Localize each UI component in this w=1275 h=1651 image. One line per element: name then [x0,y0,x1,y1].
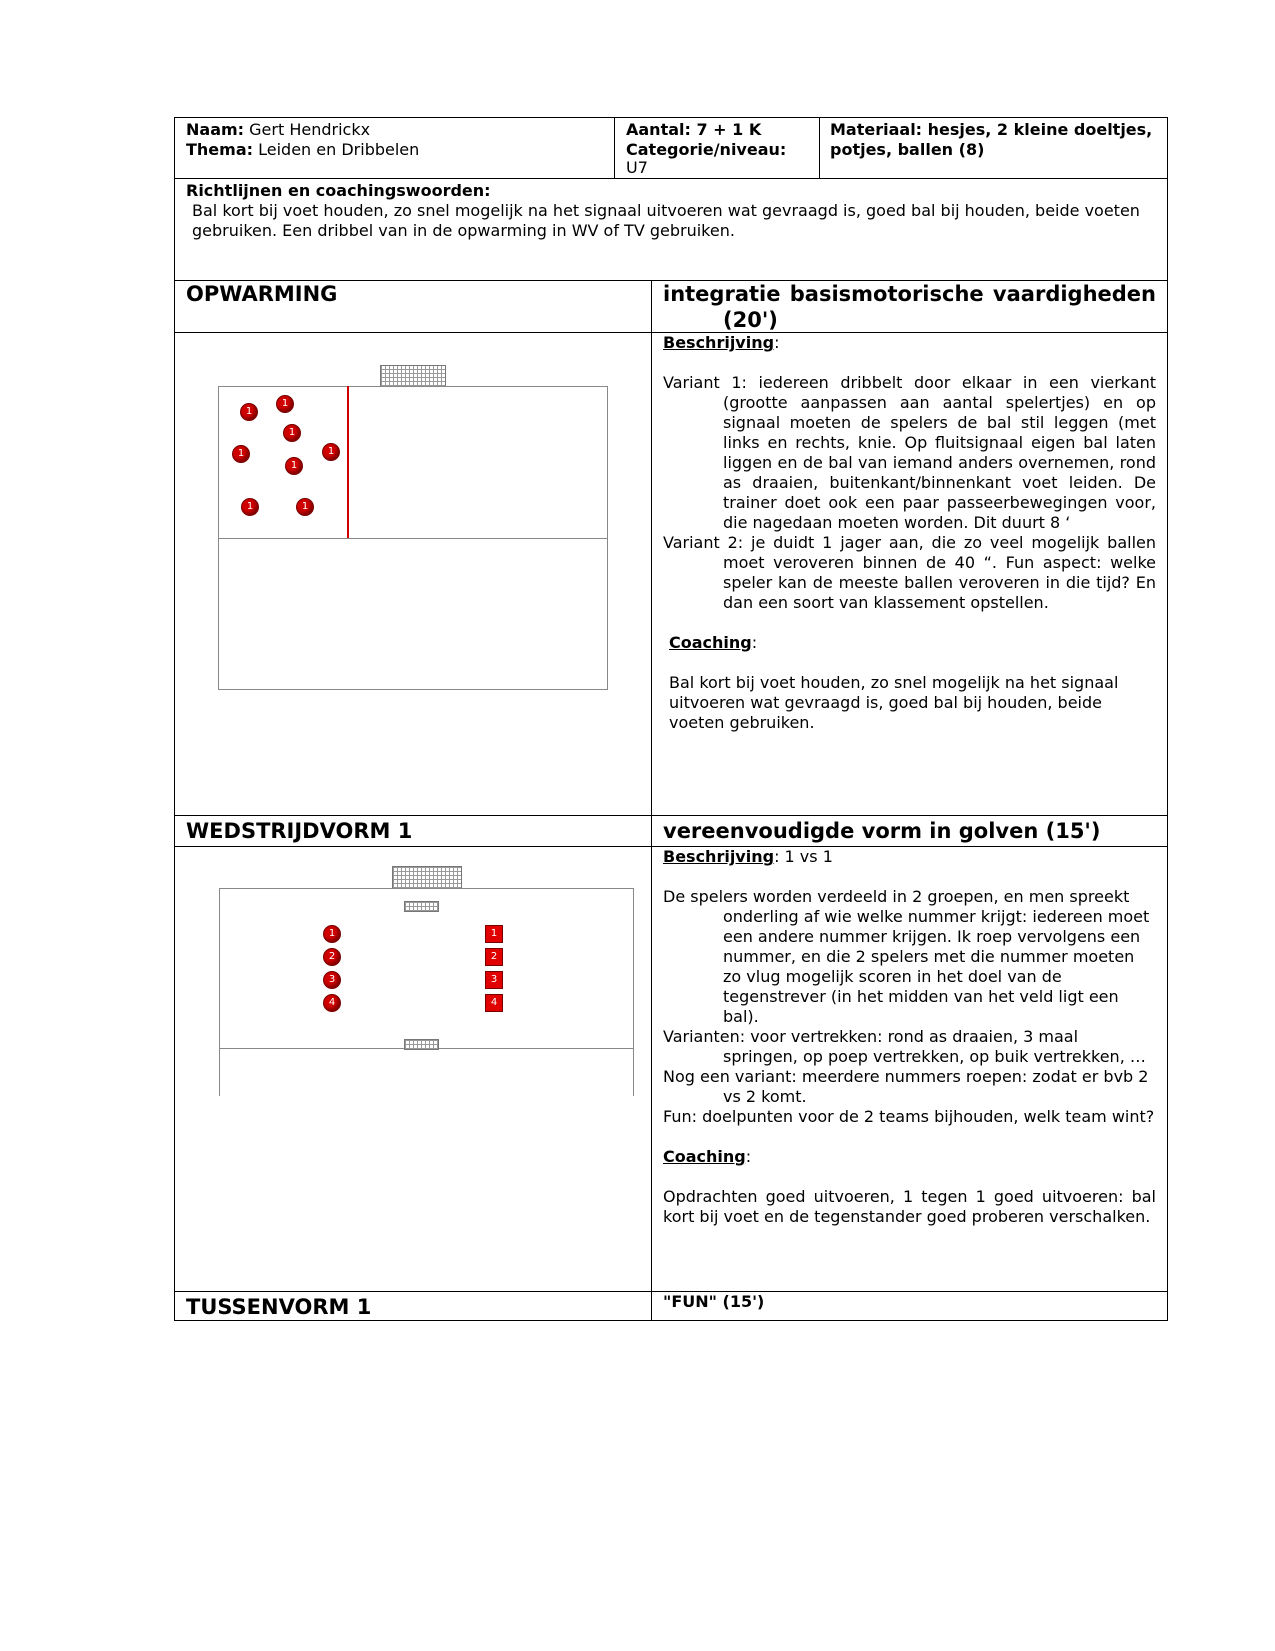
player-marker: 1 [241,498,259,516]
info-cell-aantal [614,117,820,179]
info-cell-naam [174,117,615,179]
opwarming-subtitle-cell [651,280,1168,333]
opwarming-text-cell [651,332,1168,816]
thema-value: Leiden en Dribbelen [258,140,420,159]
team-b-player: 1 [485,925,503,943]
team-a-player: 2 [323,948,341,966]
wedstrijdvorm-title: WEDSTRIJDVORM 1 [186,819,413,843]
player-marker: 1 [283,424,301,442]
materiaal-text: Materiaal: hesjes, 2 kleine doeltjes, potjes, ballen (8) [830,120,1153,159]
opwarming-variant1: Variant 1: iedereen dribbelt door elkaar in een vierkant (grootte aanpassen aan aantal spelertjes) en op signaal moeten de spelers de bal stil leggen (met links en rechts, knie. Op fluitsignaal eigen bal laten liggen en de bal van iemand anders overnemen, rond as draaien, buitenkant/binnenkant voet leiden. De trainer doet ook een paar passeerbewegingen voor, die nagedaan moeten worden. Dit duurt 8 ‘ [663,373,1156,532]
wedstrijdvorm-text-cell [651,846,1168,1292]
team-a-player: 1 [323,925,341,943]
player-marker: 1 [232,445,250,463]
aantal-text: Aantal: 7 + 1 K [626,120,762,139]
tussenvorm-subtitle-cell [651,1291,1168,1321]
wedstrijdvorm-subtitle-cell [651,815,1168,847]
opwarming-zone-divider [347,386,349,538]
wedstrijdvorm-beschrijving-label: Beschrijving [663,847,775,866]
richtlijnen-cell [174,178,1168,281]
wedstrijdvorm-p4: Fun: doelpunten voor de 2 teams bijhouden, welk team wint? [663,1107,1155,1126]
team-a-player: 3 [323,971,341,989]
opwarming-title-cell [174,280,652,333]
player-marker: 1 [240,403,258,421]
wedstrijdvorm-beschrijving-suffix: : 1 vs 1 [774,847,833,866]
player-marker: 1 [322,443,340,461]
info-cell-materiaal [819,117,1168,179]
wedstrijdvorm-field [219,888,634,1096]
opwarming-subtitle: integratie basismotorische vaardigheden (20') [663,282,1156,332]
wedstrijdvorm-coaching-label: Coaching [663,1147,746,1166]
opwarming-field-midline [218,538,608,539]
team-b-player: 3 [485,971,503,989]
small-goal-icon [404,1039,439,1050]
opwarming-coaching-label: Coaching [669,633,752,652]
categorie-value: U7 [626,158,648,177]
player-marker: 1 [296,498,314,516]
wedstrijdvorm-subtitle: vereenvoudigde vorm in golven (15') [663,819,1101,843]
opwarming-title: OPWARMING [186,282,338,306]
opwarming-variant2: Variant 2: je duidt 1 jager aan, die zo veel mogelijk ballen moet veroveren binnen de 40 “. Fun aspect: welke speler kan de meeste ballen veroveren in die tijd? En dan een soort van klassement opstellen. [663,533,1156,612]
wedstrijdvorm-p1: De spelers worden verdeeld in 2 groepen, en men spreekt onderling af wie welke nummer krijgt: iedereen moet een andere nummer krijgen. Ik roep vervolgens een nummer, en die 2 spelers met die nummer moeten zo vlug mogelijk scoren in het doel van de tegenstrever (in het midden van het veld ligt een bal). [663,887,1150,1026]
wedstrijdvorm-coaching-suffix: : [745,1147,752,1166]
wedstrijdvorm-p3: Nog een variant: meerdere nummers roepen: zodat er bvb 2 vs 2 komt. [663,1067,1149,1106]
tussenvorm-title: TUSSENVORM 1 [186,1295,372,1319]
richtlijnen-label: Richtlijnen en coachingswoorden: [186,181,491,200]
player-marker: 1 [285,457,303,475]
opwarming-beschrijving-label: Beschrijving [663,333,775,352]
wedstrijdvorm-title-cell [174,815,652,847]
tussenvorm-title-cell [174,1291,652,1321]
richtlijnen-text: Bal kort bij voet houden, zo snel mogelijk na het signaal uitvoeren wat gevraagd is, goed bal bij houden, beide voeten gebruiken. Een dribbel van in de opwarming in WV of TV gebruiken. [192,201,1140,240]
naam-value: Gert Hendrickx [249,120,371,139]
wedstrijdvorm-p2: Varianten: voor vertrekken: rond as draaien, 3 maal springen, op poep vertrekken, op buik vertrekken, … [663,1027,1146,1066]
player-marker: 1 [276,395,294,413]
naam-label: Naam: [186,120,245,139]
opwarming-coaching-text: Bal kort bij voet houden, zo snel mogelijk na het signaal uitvoeren wat gevraagd is, goed bal bij houden, beide voeten gebruiken. [669,673,1119,732]
categorie-label: Categorie/niveau: [626,140,787,159]
thema-label: Thema: [186,140,254,159]
tussenvorm-subtitle: "FUN" (15') [663,1292,765,1311]
team-b-player: 4 [485,994,503,1012]
team-a-player: 4 [323,994,341,1012]
opwarming-coaching-suffix: : [751,633,758,652]
goal-net-icon [380,365,446,387]
team-b-player: 2 [485,948,503,966]
opwarming-beschrijving-suffix: : [774,333,780,352]
small-goal-icon [404,901,439,912]
wedstrijdvorm-coaching-text: Opdrachten goed uitvoeren, 1 tegen 1 goed uitvoeren: bal kort bij voet en de tegenstander goed proberen verschalken. [663,1187,1156,1226]
goal-net-icon [392,866,462,889]
